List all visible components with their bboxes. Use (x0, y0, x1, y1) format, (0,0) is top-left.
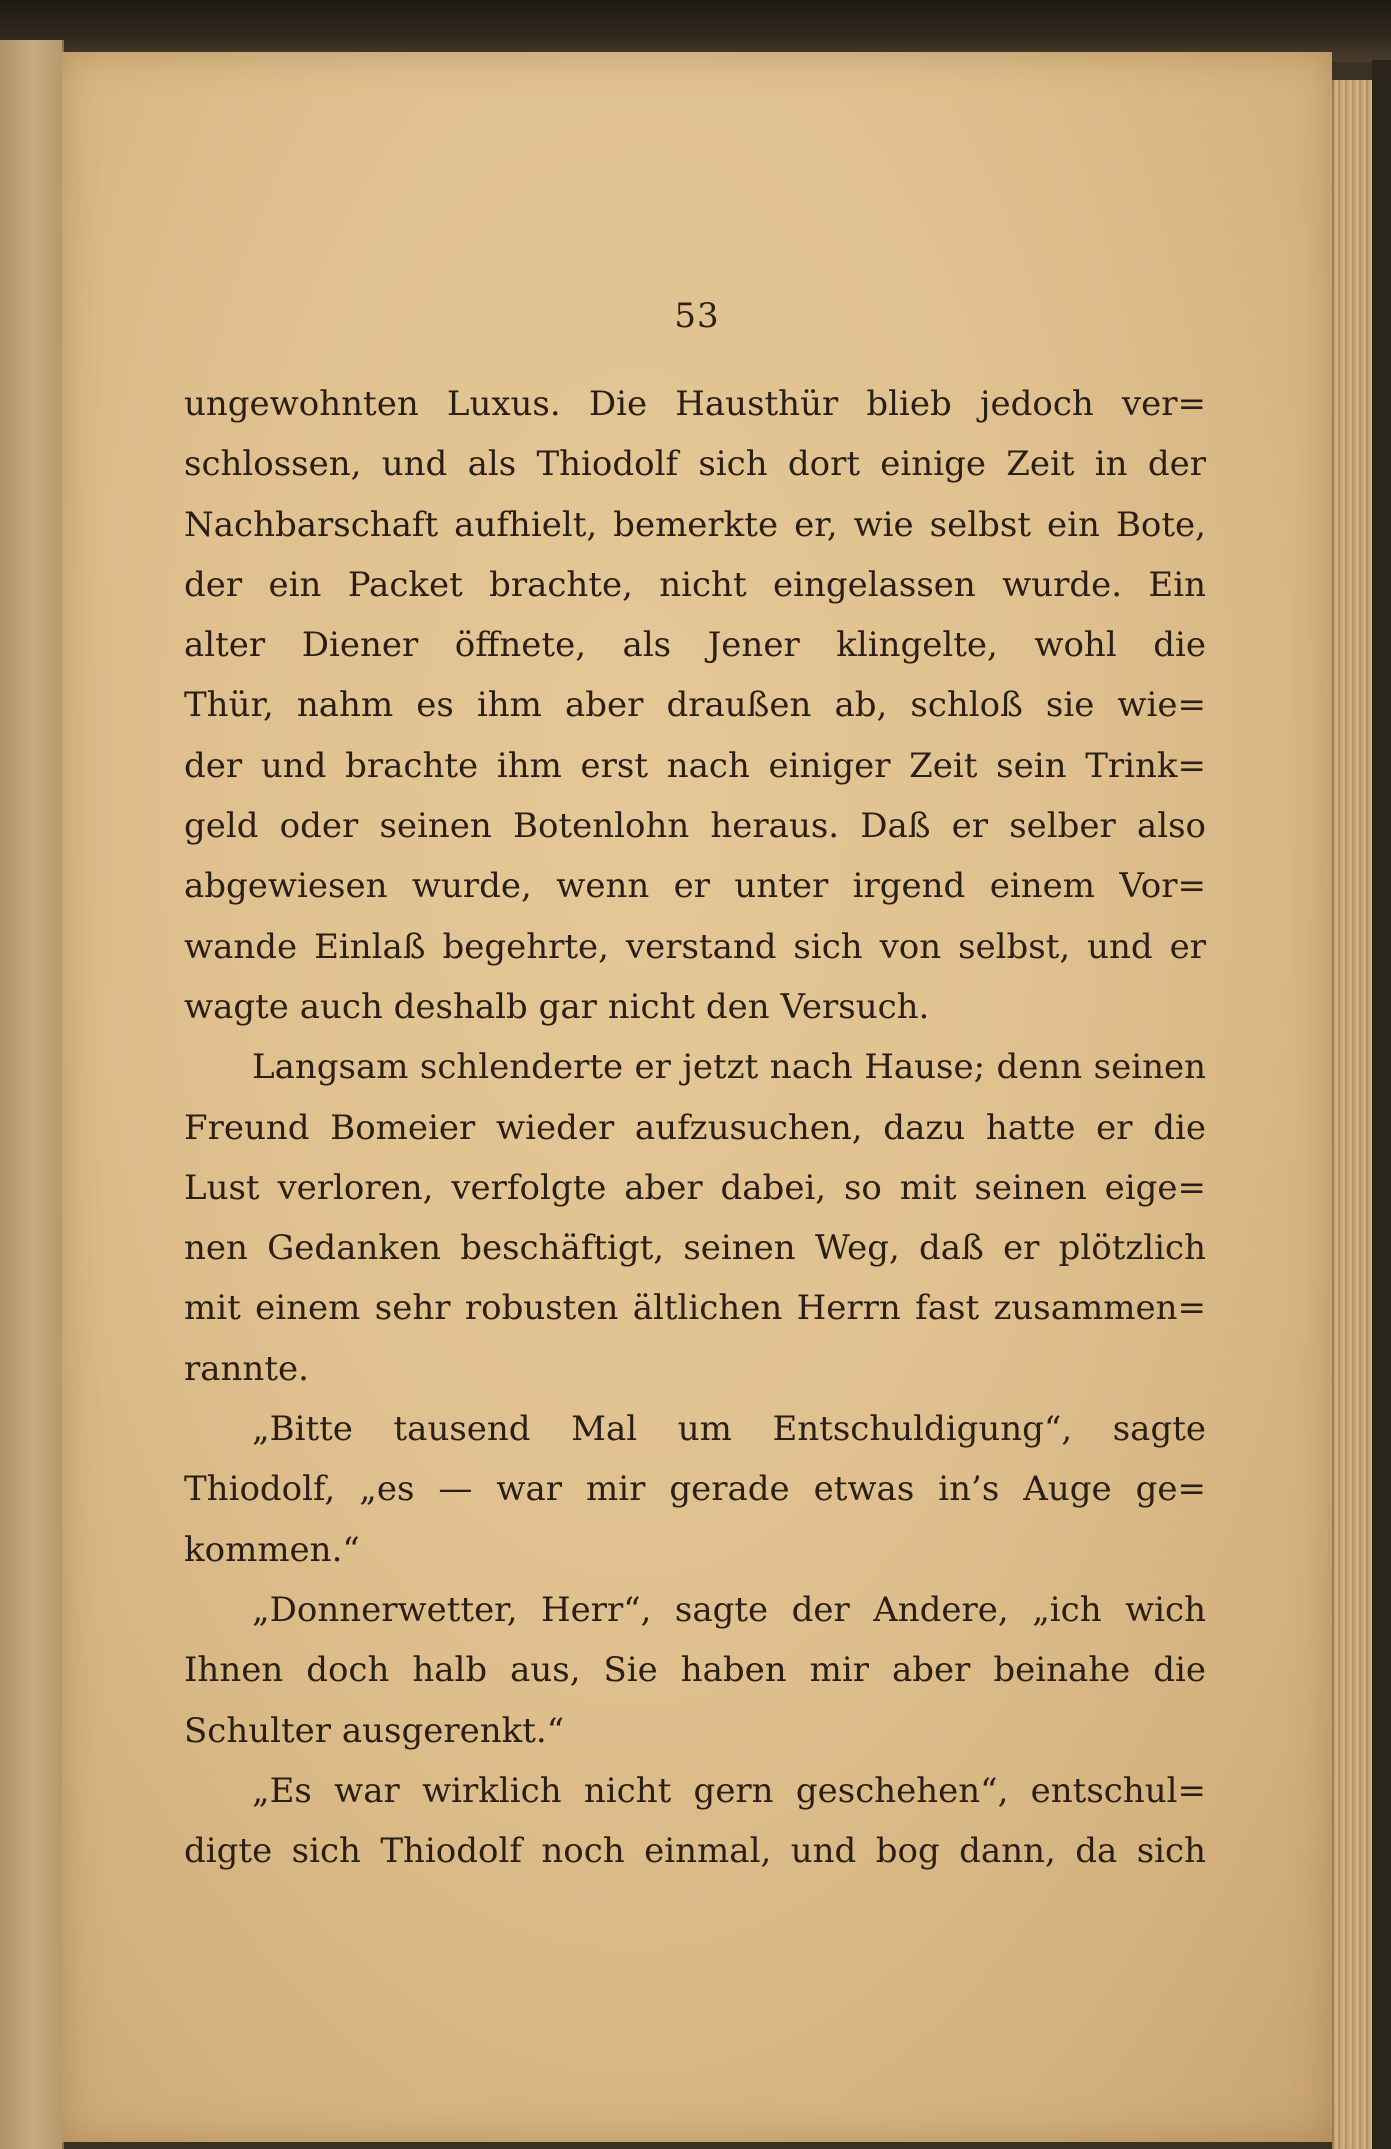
page-number: 53 (674, 296, 720, 336)
left-page-gutter (0, 40, 64, 2149)
book-page (62, 52, 1332, 2142)
text-line: Freund Bomeier wieder aufzusuchen, dazu hatte er die (184, 1107, 1206, 1148)
text-line: Nachbarschaft aufhielt, bemerkte er, wie selbst ein Bote, (184, 504, 1206, 545)
text-line: der und brachte ihm erst nach einiger Zeit sein Trink= (184, 745, 1206, 786)
text-line: Schulter ausgerenkt.“ (184, 1710, 565, 1751)
text-line: geld oder seinen Botenlohn heraus. Daß er selber also (184, 806, 1206, 847)
text-line: Langsam schlenderte er jetzt nach Hause; denn seinen (252, 1047, 1206, 1088)
text-line: digte sich Thiodolf noch einmal, und bog dann, da sich (184, 1831, 1206, 1872)
text-line: mit einem sehr robusten ältlichen Herrn fast zusammen= (184, 1288, 1206, 1329)
text-line: ungewohnten Luxus. Die Hausthür blieb jedoch ver= (184, 384, 1206, 424)
text-line: „Es war wirklich nicht gern geschehen“, entschul= (252, 1770, 1206, 1811)
body-text (184, 374, 1206, 1881)
text-line: Ihnen doch halb aus, Sie haben mir aber beinahe die (184, 1650, 1206, 1691)
text-line: „Donnerwetter, Herr“, sagte der Andere, „ich wich (252, 1589, 1206, 1630)
text-line: kommen.“ (184, 1529, 360, 1570)
text-line: der ein Packet brachte, nicht eingelassen wurde. Ein (184, 564, 1206, 605)
text-line: schlossen, und als Thiodolf sich dort einige Zeit in der (184, 444, 1206, 485)
text-line: wande Einlaß begehrte, verstand sich von selbst, und er (184, 926, 1206, 967)
book-cover-right-edge (1372, 60, 1391, 2149)
text-line: rannte. (184, 1348, 309, 1389)
text-line: nen Gedanken beschäftigt, seinen Weg, daß er plötzlich (184, 1228, 1206, 1269)
text-line: Thür, nahm es ihm aber draußen ab, schloß sie wie= (184, 685, 1206, 726)
text-line: abgewiesen wurde, wenn er unter irgend einem Vor= (184, 866, 1206, 907)
text-line: Thiodolf, „es — war mir gerade etwas in’s Auge ge= (184, 1469, 1206, 1510)
text-line: Lust verloren, verfolgte aber dabei, so mit seinen eige= (184, 1167, 1206, 1208)
text-line: alter Diener öffnete, als Jener klingelte, wohl die (184, 625, 1206, 666)
text-line: „Bitte tausend Mal um Entschuldigung“, sagte (252, 1409, 1206, 1450)
text-line: wagte auch deshalb gar nicht den Versuch. (184, 986, 930, 1027)
